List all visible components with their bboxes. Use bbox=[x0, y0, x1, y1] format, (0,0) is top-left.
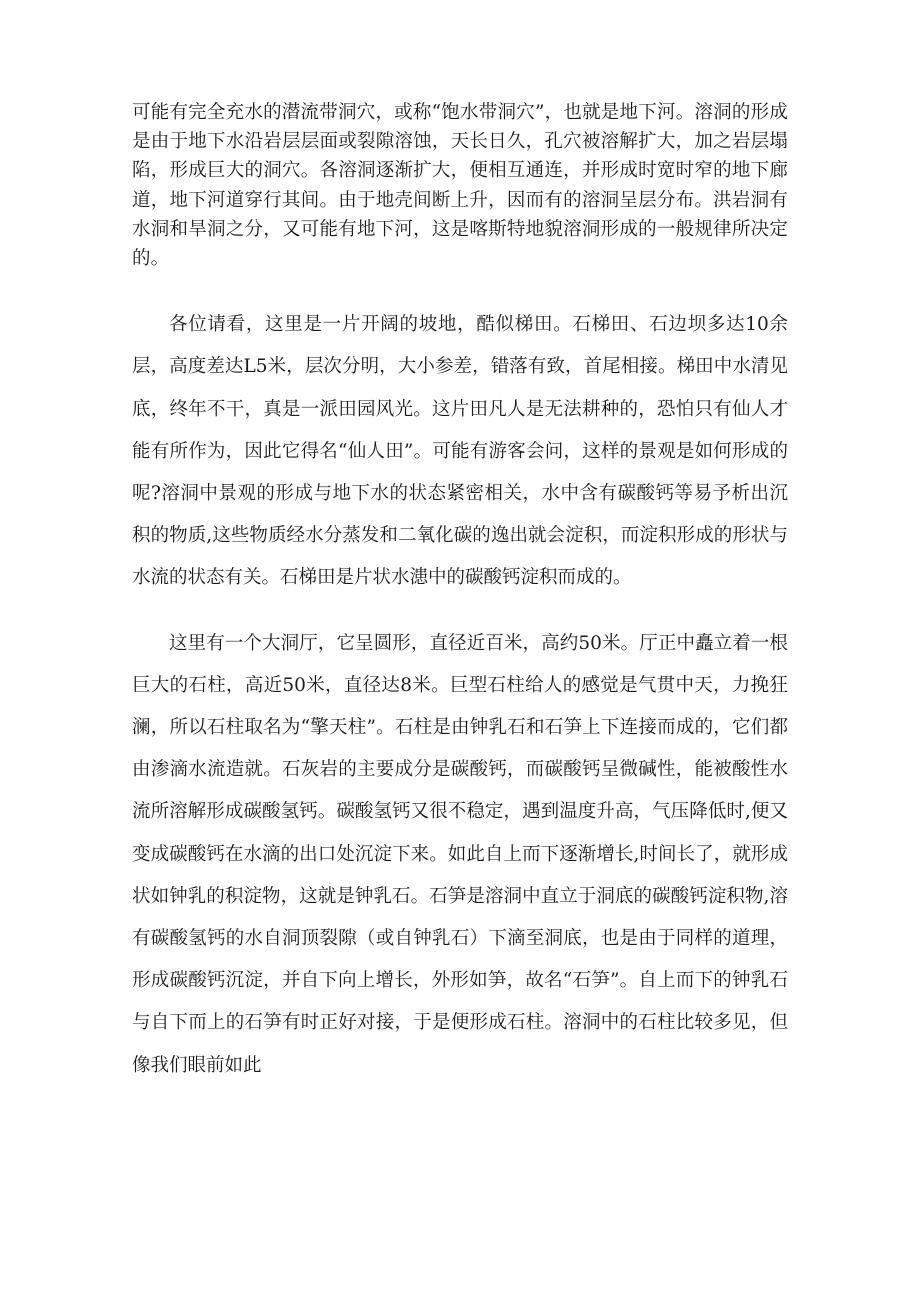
paragraph-sky-pillar: 这里有一个大洞厅，它呈圆形，直径近百米，高约50米。厅正中矗立着一根巨大的石柱，高近50米，直径达8米。巨型石柱给人的感觉是气贯中天，力挽狂澜，所以石柱取名为“擎天柱”。石柱是由钟乳石和石笋上下连接而成的，它们都由渗滴水流造就。石灰岩的主要成分是碳酸钙，而碳酸钙呈微碱性，能被酸性水流所溶解形成碳酸氢钙。碳酸氢钙又很不稳定，遇到温度升高，气压降低时,便又变成碳酸钙在水滴的出口处沉淀下来。如此自上而下逐渐增长,时间长了，就形成状如钟乳的积淀物，这就是钟乳石。石笋是溶洞中直立于洞底的碳酸钙淀积物,溶有碳酸氢钙的水自洞顶裂隙（或自钟乳石）下滴至洞底，也是由于同样的道理，形成碳酸钙沉淀，并自下向上增长，外形如笋，故名“石笋”。自上而下的钟乳石与自下而上的石笋有时正好对接，于是便形成石柱。溶洞中的石柱比较多见，但像我们眼前如此 bbox=[132, 632, 788, 1076]
paragraph-cave-formation: 可能有完全充水的潜流带洞穴，或称“饱水带洞穴”，也就是地下河。溶洞的形成是由于地下水沿岩层层面或裂隙溶蚀，天长日久，孔穴被溶解扩大，加之岩层塌陷，形成巨大的洞穴。各溶洞逐渐扩大，便相互通连，并形成时宽时窄的地下廊道，地下河道穿行其间。由于地壳间断上升，因而有的溶洞呈层分布。洪岩洞有水洞和旱洞之分，又可能有地下河，这是喀斯特地貌溶洞形成的一般规律所决定的。 bbox=[132, 102, 788, 270]
paragraph-fairy-terraces: 各位请看，这里是一片开阔的坡地，酷似梯田。石梯田、石边坝多达10余层，高度差达L5米，层次分明，大小参差，错落有致，首尾相接。梯田中水清见底，终年不干，真是一派田园风光。这片田凡人是无法耕种的，恐怕只有仙人才能有所作为，因此它得名“仙人田”。可能有游客会问，这样的景观是如何形成的呢?溶洞中景观的形成与地下水的状态紧密相关，水中含有碳酸钙等易予析出沉积的物质,这些物质经水分蒸发和二氧化碳的逸出就会淀积，而淀积形成的形状与水流的状态有关。石梯田是片状水漶中的碳酸钙淀积而成的。 bbox=[132, 314, 788, 589]
